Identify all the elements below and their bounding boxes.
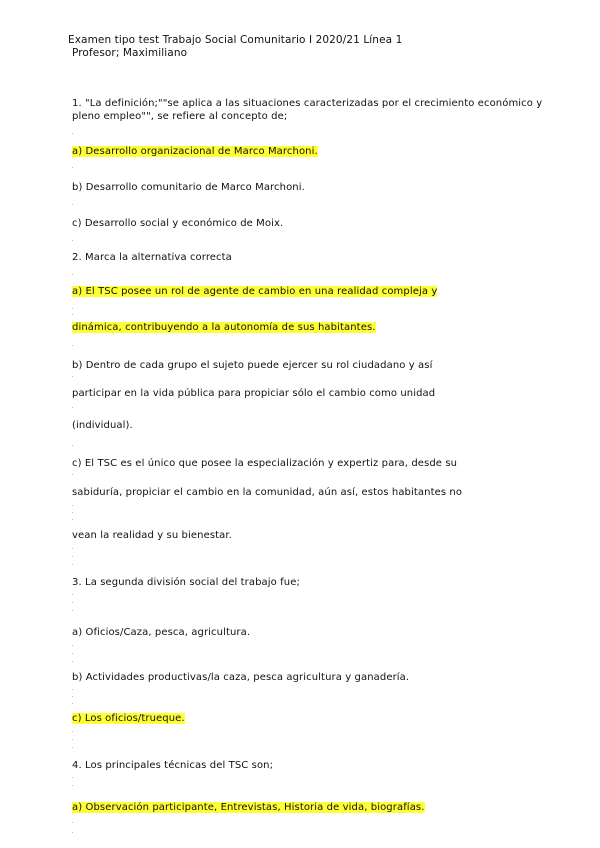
question-2-option-a-line-2: dinámica, contribuyendo a la autonomía de sus habitantes. <box>72 322 376 333</box>
question-2-option-c-line-3: vean la realidad y su bienestar. <box>72 530 232 541</box>
margin-mark <box>72 512 73 513</box>
margin-mark <box>72 556 73 557</box>
question-1-option-c: c) Desarrollo social y económico de Moix. <box>72 218 284 229</box>
question-2-prompt: 2. Marca la alternativa correcta <box>72 252 232 263</box>
question-1-prompt-line-1: 1. "La definición;""se aplica a las situaciones caracterizadas por el crecimiento económico y <box>72 98 543 109</box>
margin-mark <box>72 822 73 823</box>
question-2-option-b-line-1: b) Dentro de cada grupo el sujeto puede ejercer su rol ciudadano y así <box>72 360 433 371</box>
margin-mark <box>72 594 73 595</box>
margin-mark <box>72 133 73 134</box>
margin-mark <box>72 785 73 786</box>
question-1-option-b: b) Desarrollo comunitario de Marco Marchoni. <box>72 182 305 193</box>
margin-mark <box>72 731 73 732</box>
margin-mark <box>72 519 73 520</box>
margin-mark <box>72 777 73 778</box>
question-3-option-a: a) Oficios/Caza, pesca, agricultura. <box>72 627 251 638</box>
margin-mark <box>72 505 73 506</box>
margin-mark <box>72 445 73 446</box>
margin-mark <box>72 661 73 662</box>
margin-mark <box>72 407 73 408</box>
question-4-option-a: a) Observación participante, Entrevistas, Historia de vida, biografías. <box>72 802 425 813</box>
margin-mark <box>72 602 73 603</box>
margin-mark <box>72 376 73 377</box>
margin-mark <box>72 204 73 205</box>
margin-mark <box>72 314 73 315</box>
document-title: Examen tipo test Trabajo Social Comunitario I 2020/21 Línea 1 <box>68 34 403 46</box>
question-2-option-c-line-1: c) El TSC es el único que posee la especialización y expertiz para, desde su <box>72 458 458 469</box>
margin-mark <box>72 308 73 309</box>
margin-mark <box>72 345 73 346</box>
question-3-option-b: b) Actividades productivas/la caza, pesca agricultura y ganadería. <box>72 672 410 683</box>
question-3-prompt: 3. La segunda división social del trabajo fue; <box>72 577 300 588</box>
question-2-option-c-line-2: sabiduría, propiciar el cambio en la comunidad, aún así, estos habitantes no <box>72 487 463 498</box>
question-1-prompt-line-2: pleno empleo"", se refiere al concepto de; <box>72 111 288 122</box>
margin-mark <box>72 474 73 475</box>
professor-line: Profesor; Maximiliano <box>72 47 188 59</box>
margin-mark <box>72 696 73 697</box>
margin-mark <box>72 739 73 740</box>
margin-mark <box>72 610 73 611</box>
question-1-option-a: a) Desarrollo organizacional de Marco Marchoni. <box>72 146 318 157</box>
margin-mark <box>72 548 73 549</box>
question-2-option-b-line-3: (individual). <box>72 420 133 431</box>
question-2-option-b-line-2: participar en la vida pública para propiciar sólo el cambio como unidad <box>72 388 436 399</box>
question-2-option-a-line-1: a) El TSC posee un rol de agente de cambio en una realidad compleja y <box>72 286 438 297</box>
question-3-option-c: c) Los oficios/trueque. <box>72 713 185 724</box>
margin-mark <box>72 240 73 241</box>
margin-mark <box>72 832 73 833</box>
margin-mark <box>72 703 73 704</box>
question-4-prompt: 4. Los principales técnicas del TSC son; <box>72 760 274 771</box>
margin-mark <box>72 274 73 275</box>
margin-mark <box>72 564 73 565</box>
margin-mark <box>72 167 73 168</box>
margin-mark <box>72 653 73 654</box>
margin-mark <box>72 645 73 646</box>
margin-mark <box>72 747 73 748</box>
margin-mark <box>72 689 73 690</box>
